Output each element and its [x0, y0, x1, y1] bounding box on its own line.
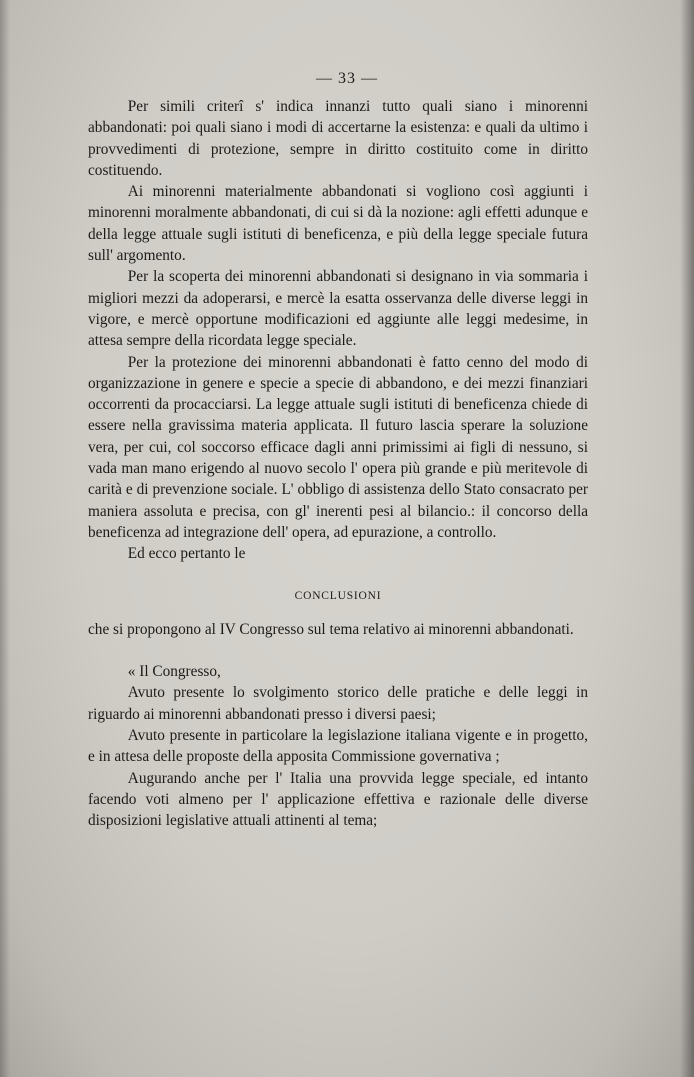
page-edge-shadow-right [680, 0, 694, 1077]
paragraph-after-heading: che si propongono al IV Congresso sul tema relativo ai minorenni abbandonati. [88, 620, 574, 638]
paragraph-moral-abandonment: Ai minorenni materialmente abbandonati si vogliono così aggiunti i minorenni moralmente abbandonati, di cui si dà la nozione: agli effetti adunque e della legge attuale sugli istituti di beneficenza, e più della legge speciale futura sull' argomento. [88, 183, 588, 265]
paragraph-italian-legislation: Avuto presente in particolare la legislazione italiana vigente e in progetto, e in attesa delle proposte della apposita Commissione governativa ; [88, 727, 588, 766]
paragraph-gap [88, 640, 588, 661]
paragraph-protection: Per la protezione dei minorenni abbandonati è fatto cenno del modo di organizzazione in genere e specie a specie di abbandono, e dei mezzi finanziari occorrenti da procacciarsi. La legge attuale sugli istituti di beneficenza chiede di essere nella gravissima materia applicata. Il futuro lascia sperare la soluzione vera, per cui, col soccorso efficace dagli anni primissimi ai figli di nessuno, si vada man mano erigendo al nuovo secolo l' opera più grande e più meritevole di carità e di prevenzione sociale. L' obbligo di assistenza dello Stato consacrato per maniera assoluta e precisa, con gl' inerenti pesi al bilancio.: il concorso della beneficenza ad integrazione dell' opera, ad epurazione, a controllo. [88, 353, 588, 541]
paragraph-special-law: Augurando anche per l' Italia una provvida legge speciale, ed intanto facendo voti almeno per l' applicazione effettiva e razionale delle diverse disposizioni legislative attuali attinenti al tema; [88, 769, 588, 830]
paragraph-criteria: Per simili criterî s' indica innanzi tutto quali siano i minorenni abbandonati: poi quali siano i modi di accertarne la esistenza: e quali da ultimo i provvedimenti di protezione, sempre in diritto costituito come in diritto costituendo. [88, 98, 588, 179]
body-text [88, 96, 588, 832]
page-number: — 33 — [316, 70, 378, 87]
section-heading: CONCLUSIONI [294, 589, 382, 602]
page-edge-shadow-left [0, 0, 10, 1077]
paragraph-intro-conclusions: Ed ecco pertanto le [127, 545, 246, 563]
paragraph-congress: « Il Congresso, [127, 663, 221, 681]
paragraph-discovery: Per la scoperta dei minorenni abbandonati si designano in via sommaria i migliori mezzi da adoperarsi, e mercè la esatta osservanza delle diverse leggi in vigore, e mercè opportune modificazioni ed aggiunte alle leggi medesime, in attesa sempre della ricordata legge speciale. [88, 268, 588, 350]
paragraph-historical: Avuto presente lo svolgimento storico delle pratiche e delle leggi in riguardo ai minorenni abbandonati presso i diversi paesi; [88, 684, 588, 723]
